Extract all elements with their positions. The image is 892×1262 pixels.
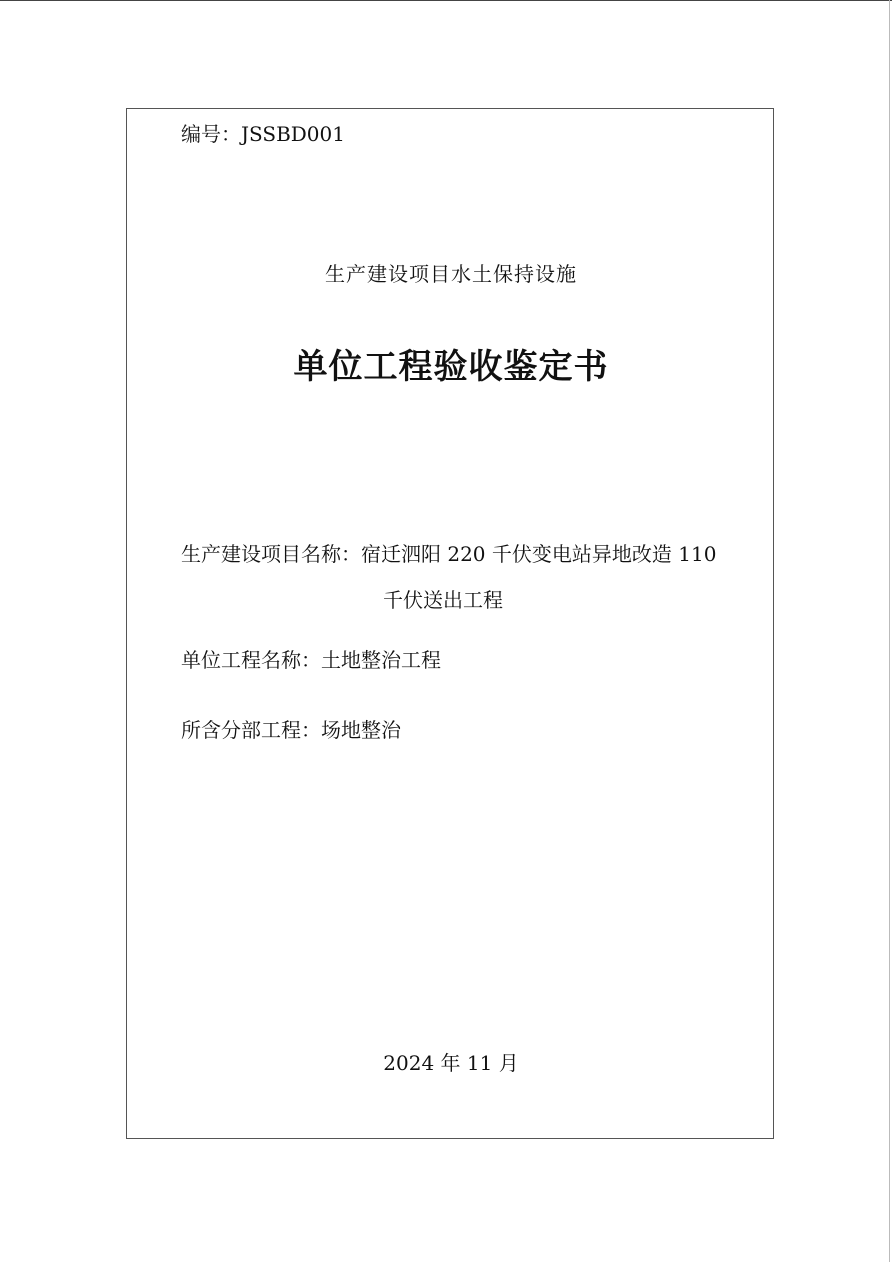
unit-project-label: 单位工程名称：	[181, 648, 321, 672]
document-number-label: 编号：	[181, 122, 241, 146]
unit-project-field	[181, 647, 441, 673]
document-subtitle: 生产建设项目水土保持设施	[325, 262, 577, 286]
document-title: 单位工程验收鉴定书	[293, 347, 609, 387]
page-right-border	[889, 0, 890, 1262]
unit-project-value: 土地整治工程	[321, 648, 441, 672]
sub-project-label: 所含分部工程：	[181, 718, 321, 742]
project-name-value-line2: 千伏送出工程	[383, 588, 503, 612]
project-name-field	[181, 541, 781, 613]
document-date: 2024 年 11 月	[383, 1051, 519, 1075]
document-frame	[126, 108, 774, 1139]
document-number-value: JSSBD001	[241, 122, 345, 146]
project-name-label: 生产建设项目名称：	[181, 542, 361, 566]
project-name-value-line1: 宿迁泗阳 220 千伏变电站异地改造 110	[361, 542, 717, 566]
sub-project-value: 场地整治	[321, 718, 401, 742]
sub-project-field	[181, 717, 401, 743]
document-number	[181, 121, 345, 147]
page-top-border	[0, 0, 892, 1]
